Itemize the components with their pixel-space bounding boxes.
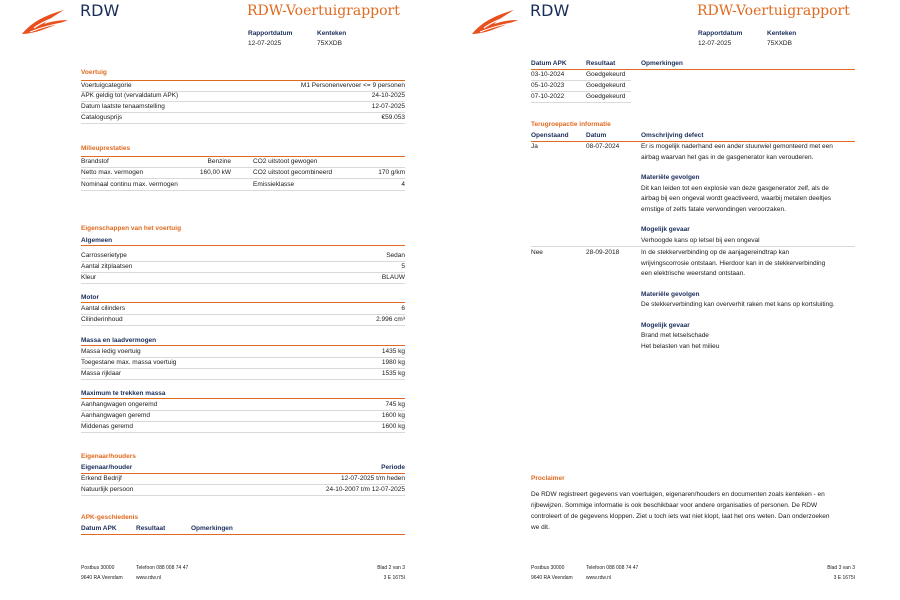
subsection-mass-title: Massa en laadvermogen <box>81 336 405 346</box>
section-recalls-title: Terugroepactie informatie <box>531 121 611 128</box>
footer-code: 3 E 1675I <box>833 575 855 581</box>
footer-page-info <box>377 563 405 583</box>
footer-contact <box>586 563 638 583</box>
kv-key: Aantal zitplaatsen <box>81 263 133 270</box>
kv-row <box>81 400 405 411</box>
kv-value: 1600 kg <box>381 423 405 430</box>
env-value: Benzine <box>207 158 231 165</box>
owners-table-header <box>81 463 405 474</box>
section-vehicle-title: Voertuig <box>81 69 107 76</box>
footer-phone: Telefoon 088 008 74 47 <box>136 565 189 571</box>
subsection-engine-title: Motor <box>81 293 405 303</box>
kv-value: 6 <box>401 305 405 312</box>
plate-label: Kenteken <box>767 30 797 37</box>
kv-value: 5 <box>401 263 405 270</box>
footer-address <box>531 563 573 583</box>
owner-row <box>81 485 405 496</box>
owner-type: Natuurlijk persoon <box>81 486 134 493</box>
recall-danger-line: Brand met letselschade <box>641 332 709 339</box>
apk-col-date: Datum APK <box>531 60 567 67</box>
kv-value: 1600 kg <box>381 412 405 419</box>
recall-consequences-line: airbag bij een ongeval wordt geactiveerd, waarbij metalen deeltjes <box>641 195 832 202</box>
env-key: Brandstof <box>81 158 109 165</box>
apk-row <box>531 70 631 81</box>
env-value: 170 g/km <box>378 169 405 176</box>
owner-row <box>81 474 405 485</box>
owner-period: 24-10-2007 t/m 12-07-2025 <box>325 486 405 493</box>
footer-page-info <box>827 563 855 583</box>
kv-row <box>81 304 405 315</box>
disclaimer-line: De RDW registreert gegevens van voertuigen, eigenaren/houders en documenten zoals kenteken - en <box>531 491 825 498</box>
kv-row <box>81 315 405 326</box>
footer-page-number: Blad 2 van 3 <box>377 565 405 571</box>
rdw-logo-icon <box>20 8 72 36</box>
kv-key: Kleur <box>81 274 97 281</box>
owner-period: 12-07-2025 t/m heden <box>341 475 405 482</box>
kv-value: 1980 kg <box>381 359 405 366</box>
recall-date: 08-07-2024 <box>586 143 620 150</box>
apk-date: 05-10-2023 <box>531 82 565 89</box>
kv-row <box>81 422 405 433</box>
kv-row <box>81 113 405 124</box>
env-key: CO2 uitstoot gewogen <box>253 158 318 165</box>
kv-key: Voertuigcategorie <box>81 82 132 89</box>
kv-key: Toegestane max. massa voertuig <box>81 359 177 366</box>
kv-row <box>81 347 405 358</box>
apk-result: Goedgekeurd <box>586 93 626 100</box>
recall-item <box>641 248 855 352</box>
section-apk-title: APK-geschiedenis <box>81 514 139 521</box>
plate-block <box>767 29 796 49</box>
kv-key: Middenas geremd <box>81 423 134 430</box>
env-key: Emissieklasse <box>253 181 295 188</box>
recalls-table-header <box>531 131 855 142</box>
apk-date: 07-10-2022 <box>531 93 565 100</box>
recall-defect-line: een elektrische weerstand ontstaan. <box>641 270 746 277</box>
kv-value: 2.996 cm³ <box>376 316 405 323</box>
recall-consequences-heading: Materiële gevolgen <box>641 174 700 181</box>
document-title: RDW-Voertuigrapport <box>697 3 850 19</box>
recall-open-status: Nee <box>531 249 543 256</box>
plate-value: 75XXDB <box>317 40 342 47</box>
apk-table-header <box>81 524 405 535</box>
env-key: CO2 uitstoot gecombineerd <box>253 169 333 176</box>
report-date-value: 12-07-2025 <box>698 40 732 47</box>
section-disclaimer-title: Proclaimer <box>531 475 565 482</box>
kv-key: Carrosserietype <box>81 252 127 259</box>
report-date-block <box>698 29 742 49</box>
apk-col-date: Datum APK <box>81 525 117 532</box>
footer-address <box>81 563 123 583</box>
apk-col-remarks: Opmerkingen <box>641 60 683 67</box>
plate-block <box>317 29 346 49</box>
kv-key: Aantal cilinders <box>81 305 126 312</box>
footer-city: 9640 RA Veendam <box>81 575 123 581</box>
footer-code: 3 E 1675I <box>383 575 405 581</box>
apk-row <box>531 81 631 92</box>
env-value: 160,00 kW <box>199 169 231 176</box>
section-owners-title: Eigenaar/houders <box>81 453 136 460</box>
apk-table-header-continued <box>531 59 855 70</box>
disclaimer-line: we dit. <box>531 524 550 531</box>
kv-value: 12-07-2025 <box>371 103 405 110</box>
apk-date: 03-10-2024 <box>531 71 565 78</box>
footer-page-number: Blad 3 van 3 <box>827 565 855 571</box>
disclaimer-line: controleert of de gegevens kloppen. Ziet u toch iets wat niet klopt, laat het ons weten. Dan onderzoeken <box>531 513 830 520</box>
recall-danger-line: Verhoogde kans op letsel bij een ongeval <box>641 236 760 244</box>
recall-open-status: Ja <box>531 143 538 150</box>
recall-danger-heading: Mogelijk gevaar <box>641 321 690 329</box>
recall-defect-line: airbag waarvan het gas in de gasgenerator kan verouderen. <box>641 153 814 161</box>
plate-value: 75XXDB <box>767 40 792 47</box>
kv-row <box>81 369 405 380</box>
owner-type: Erkend Bedrijf <box>81 475 122 482</box>
env-key: Nominaal continu max. vermogen <box>81 181 178 188</box>
report-date-label: Rapportdatum <box>248 30 293 37</box>
apk-row <box>531 92 631 103</box>
recall-consequences-line: ernstige of zelfs fatale verwondingen veroorzaken. <box>641 205 786 213</box>
apk-col-remarks: Opmerkingen <box>191 525 233 532</box>
recall-date: 28-09-2018 <box>586 249 620 256</box>
report-date-value: 12-07-2025 <box>248 40 282 47</box>
recalls-col-description: Omschrijving defect <box>641 132 704 139</box>
kv-value: €59.053 <box>381 114 405 121</box>
kv-key: Aanhangwagen geremd <box>81 412 151 419</box>
recall-consequences-heading: Materiële gevolgen <box>641 290 700 298</box>
kv-value: 1535 kg <box>381 370 405 377</box>
kv-value: BLAUW <box>381 274 405 281</box>
recall-divider <box>531 246 855 247</box>
kv-row <box>81 273 405 284</box>
kv-row <box>81 358 405 369</box>
subsection-general-title: Algemeen <box>81 236 405 246</box>
kv-value: Sedan <box>386 252 405 259</box>
disclaimer-text <box>531 489 851 533</box>
footer-web: www.rdw.nl <box>136 575 162 581</box>
recalls-col-open: Openstaand <box>531 132 569 139</box>
kv-key: Datum laatste tenaamstelling <box>81 103 165 110</box>
kv-value: 24-10-2025 <box>371 92 405 99</box>
env-row <box>81 156 405 168</box>
footer-phone: Telefoon 088 008 74 47 <box>586 565 639 571</box>
recall-danger-line: Het belasten van het milieu <box>641 342 720 350</box>
kv-key: APK geldig tot (vervaldatum APK) <box>81 92 179 99</box>
recall-danger-heading: Mogelijk gevaar <box>641 226 690 233</box>
kv-key: Cilinderinhoud <box>81 316 123 323</box>
kv-value: 1435 kg <box>381 348 405 355</box>
report-date-label: Rapportdatum <box>698 30 743 37</box>
subsection-towing-title: Maximum te trekken massa <box>81 389 405 399</box>
footer-contact <box>136 563 188 583</box>
section-environment-title: Milieuprestaties <box>81 145 131 152</box>
rdw-logo-icon <box>470 8 522 36</box>
brand-name: RDW <box>530 1 570 20</box>
recalls-col-date: Datum <box>586 132 607 139</box>
env-row <box>81 168 405 179</box>
kv-row <box>81 102 405 113</box>
owners-col-period: Periode <box>381 464 405 471</box>
apk-col-result: Resultaat <box>586 60 616 67</box>
apk-col-result: Resultaat <box>136 525 166 532</box>
recall-defect-line: wrijvingscorrosie ontstaan. Hierdoor kan in de stekkerverbinding <box>641 259 826 267</box>
footer-city: 9640 RA Veendam <box>531 575 573 581</box>
apk-result: Goedgekeurd <box>586 71 626 78</box>
owners-col-owner: Eigenaar/houder <box>81 464 133 471</box>
kv-key: Massa rijklaar <box>81 370 122 377</box>
env-row <box>81 180 405 191</box>
kv-value: M1 Personenvervoer <= 9 personen <box>300 82 405 89</box>
recall-consequences-line: De stekkerverbinding kan oververhit raken met kans op kortsluiting. <box>641 301 835 308</box>
env-value: 4 <box>401 181 405 188</box>
kv-row <box>81 262 405 273</box>
kv-key: Aanhangwagen ongeremd <box>81 401 158 408</box>
kv-value: 745 kg <box>385 401 405 408</box>
kv-key: Massa ledig voertuig <box>81 348 141 355</box>
footer-postbus: Postbus 30000 <box>81 565 115 571</box>
disclaimer-line: rijbewijzen. Sommige informatie is ook beschikbaar voor andere organisaties of personen. De RDW <box>531 502 818 509</box>
apk-result: Goedgekeurd <box>586 82 626 89</box>
recall-consequences-line: Dit kan leiden tot een explosie van deze gasgenerator zelf, als de <box>641 184 829 192</box>
report-date-block <box>248 29 292 49</box>
recall-defect-line: In de stekkerverbinding op de aanjagereindtrap kan <box>641 249 790 256</box>
recall-defect-line: Er is mogelijk naderhand een ander stuurwiel gemonteerd met een <box>641 143 833 150</box>
footer-web: www.rdw.nl <box>586 575 612 581</box>
env-key: Netto max. vermogen <box>81 169 144 176</box>
kv-row <box>81 411 405 422</box>
section-properties-title: Eigenschappen van het voertuig <box>81 225 182 232</box>
kv-row <box>81 91 405 102</box>
brand-name: RDW <box>80 1 120 20</box>
recall-item <box>641 142 855 246</box>
kv-row <box>81 251 405 262</box>
kv-key: Catalogusprijs <box>81 114 123 121</box>
plate-label: Kenteken <box>317 30 347 37</box>
document-title: RDW-Voertuigrapport <box>247 3 400 19</box>
footer-postbus: Postbus 30000 <box>531 565 565 571</box>
